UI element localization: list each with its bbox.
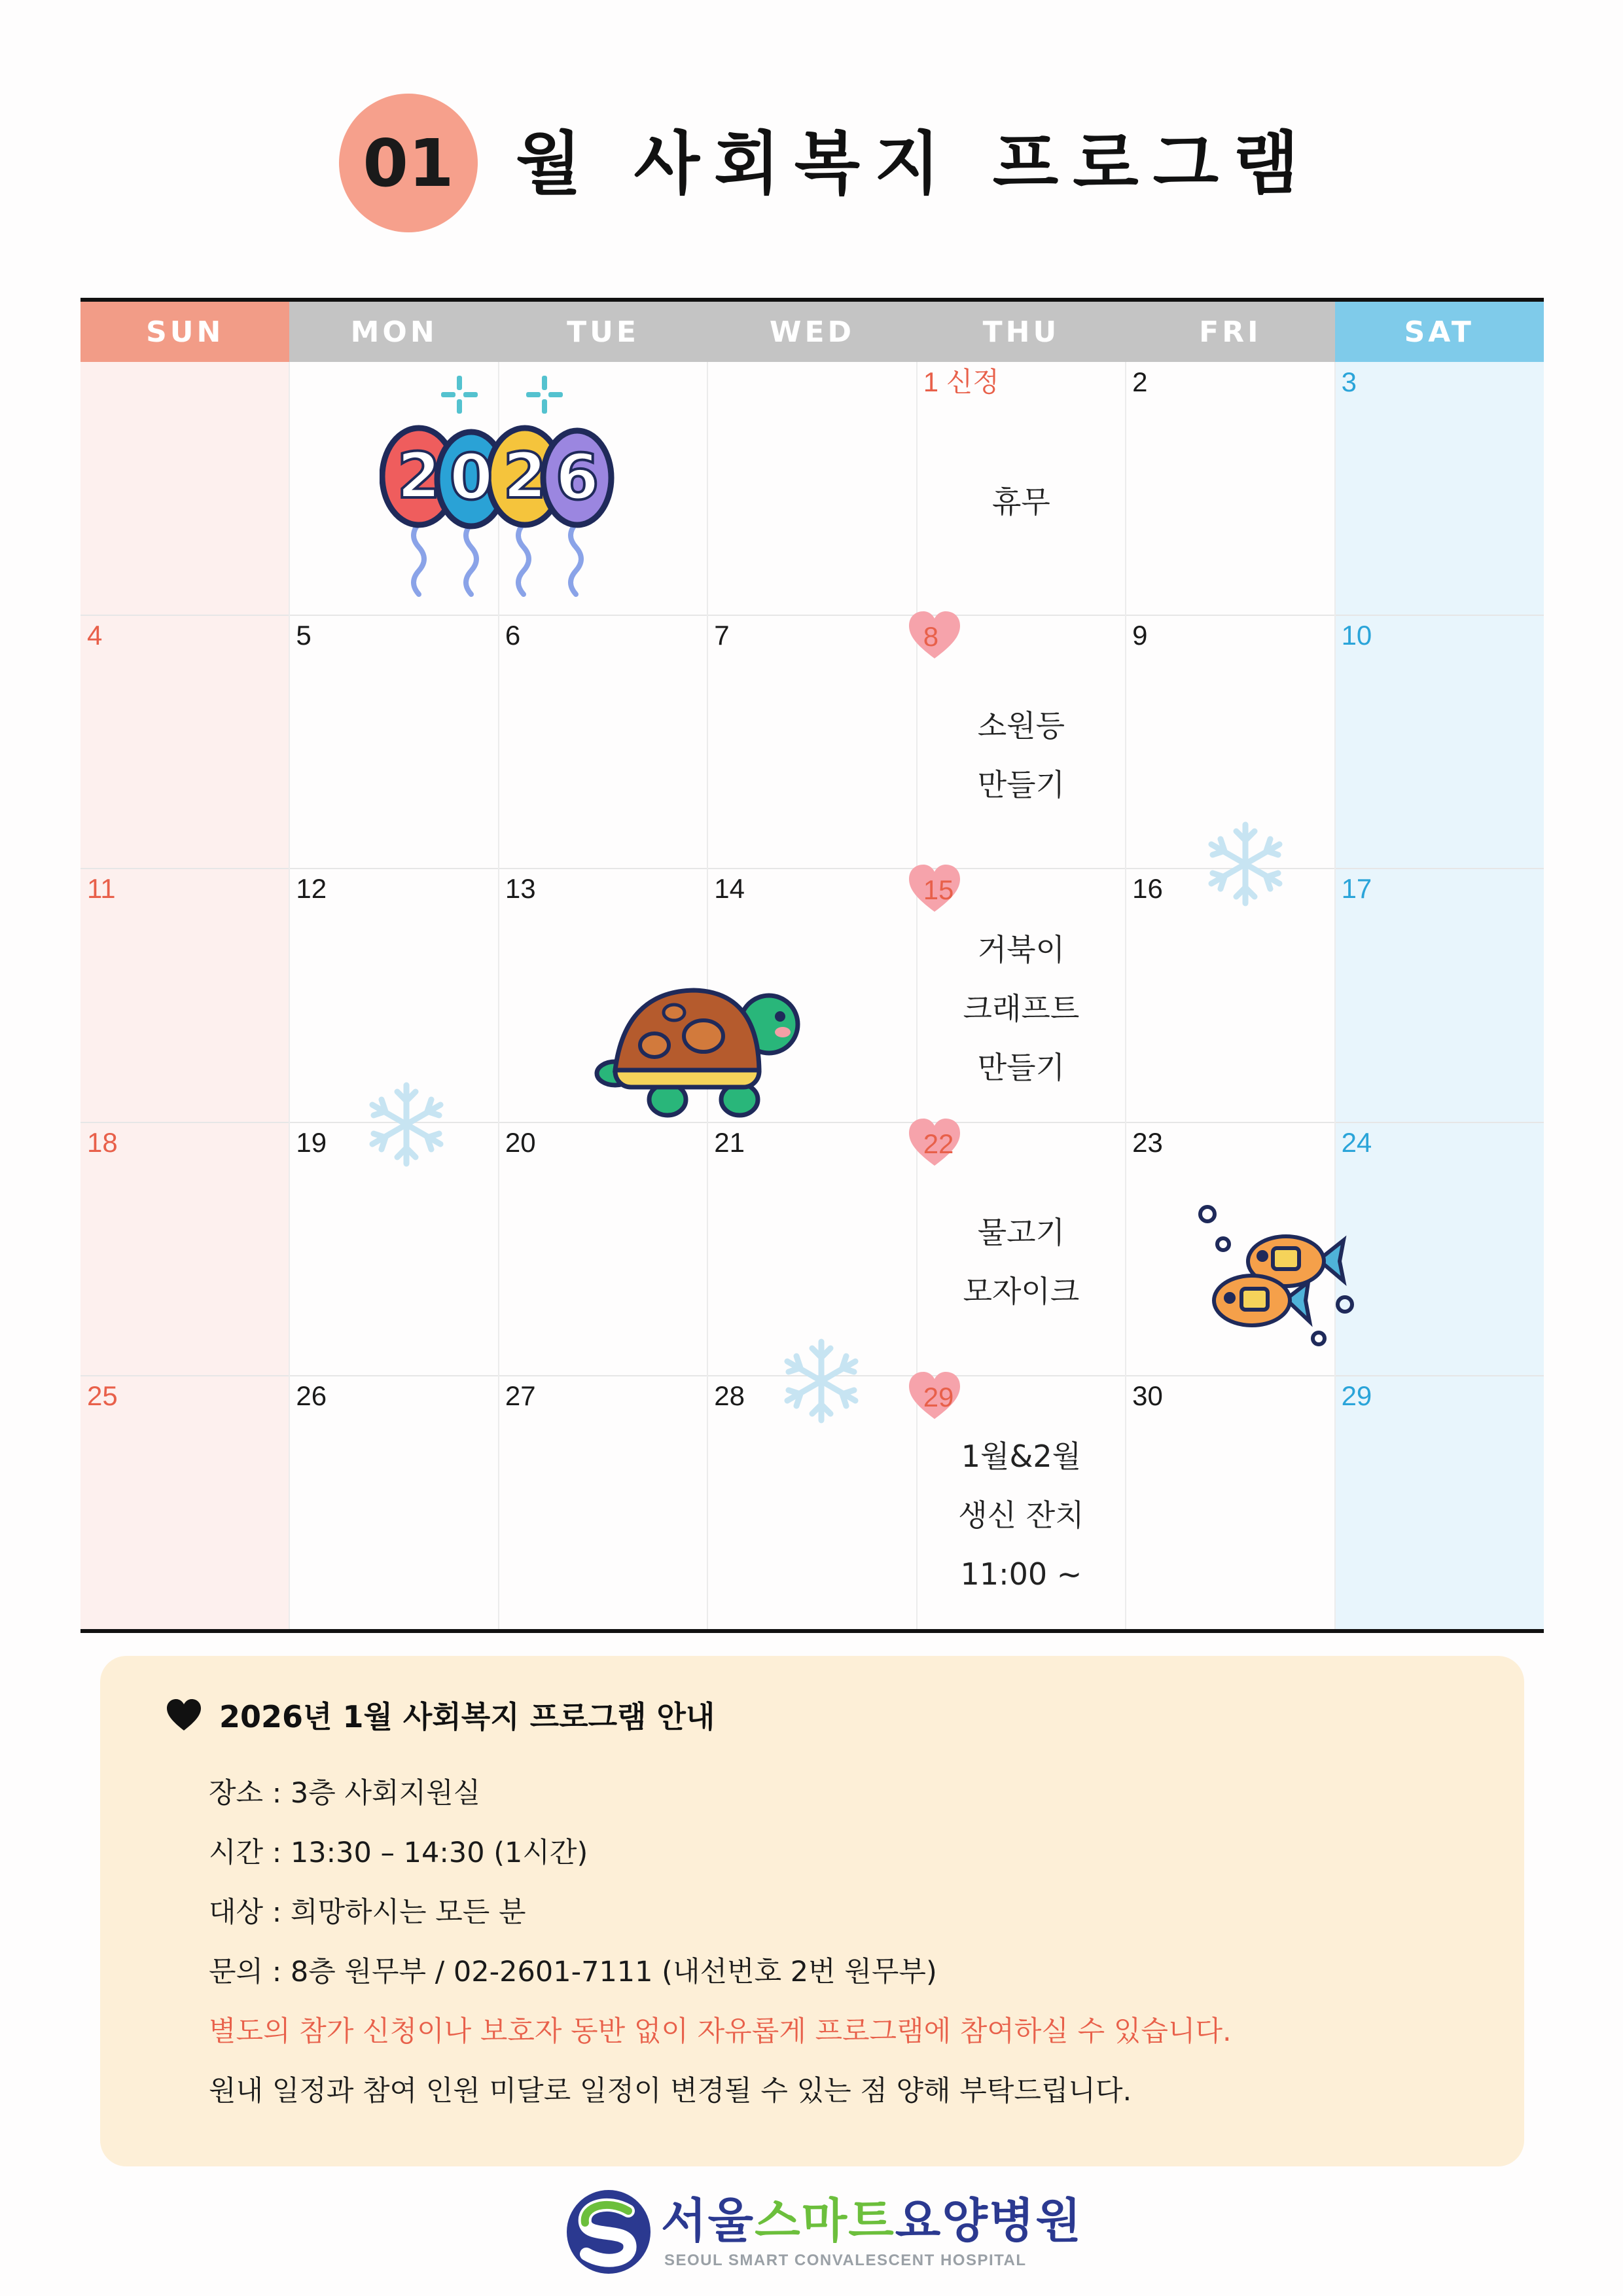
date-number: 4 [87, 620, 103, 651]
calendar-bottom-rule [80, 1629, 1544, 1633]
snowflake-icon [364, 1079, 449, 1170]
weekday-header-row [80, 302, 1544, 362]
date-number: 16 [1132, 873, 1163, 905]
snowflake-icon [779, 1335, 864, 1427]
info-lines [209, 1764, 1232, 2121]
date-number: 21 [714, 1126, 745, 1158]
hospital-subtitle: SEOUL SMART CONVALESCENT HOSPITAL [664, 2251, 1027, 2269]
hospital-name-part1: 서울 [661, 2193, 755, 2248]
date-number: 8 [923, 621, 939, 653]
date-number: 17 [1341, 873, 1372, 905]
date-number: 18 [87, 1126, 118, 1158]
calendar-day-cell-sat [1335, 615, 1544, 867]
date-number: 29 [1341, 1380, 1372, 1411]
calendar-day-cell-mon [289, 615, 498, 867]
program-info-box [100, 1656, 1524, 2166]
highlighted-date [917, 869, 995, 921]
highlighted-date [917, 1376, 995, 1428]
calendar-day-cell-thu [917, 869, 1126, 1120]
date-number: 27 [505, 1380, 536, 1411]
weekday-header-mon: MON [289, 302, 498, 362]
calendar-day-cell-sun [80, 362, 289, 613]
program-event: 거북이 크래프트 만들기 [963, 931, 1080, 1085]
calendar-day-cell-thu [917, 362, 1126, 613]
calendar-day-cell-sun [80, 1376, 289, 1627]
date-number: 26 [296, 1380, 327, 1411]
svg-text:0: 0 [449, 440, 493, 514]
month-badge: 01 [339, 94, 478, 232]
date-number: 28 [714, 1380, 745, 1411]
program-event: 소원등 만들기 [977, 708, 1065, 802]
date-number: 19 [296, 1126, 327, 1158]
date-number: 11 [87, 873, 116, 905]
turtle-icon [589, 978, 812, 1129]
date-number: 13 [505, 873, 536, 905]
calendar-day-cell-thu [917, 615, 1126, 867]
date-number: 9 [1132, 620, 1148, 651]
page-title: 월 사회복지 프로그램 [516, 124, 1313, 204]
weekday-header-fri: FRI [1126, 302, 1334, 362]
info-contact: 문의 : 8층 원무부 / 02-2601-7111 (내선번호 2번 원무부) [209, 1956, 937, 1988]
program-event: 1월&2월 생신 잔치 11:00 ~ [958, 1439, 1084, 1592]
date-number: 5 [296, 620, 312, 651]
svg-text:2: 2 [397, 439, 441, 512]
date-number: 1 신정 [923, 367, 999, 397]
date-number: 15 [923, 874, 954, 906]
calendar-day-cell-sun [80, 1122, 289, 1374]
calendar-day-cell-tue [499, 1122, 707, 1374]
date-number: 6 [505, 620, 521, 651]
calendar-day-cell-mon [289, 1376, 498, 1627]
date-number: 20 [505, 1126, 536, 1158]
svg-text:2: 2 [503, 439, 547, 512]
date-number: 29 [923, 1381, 954, 1412]
weekday-header-sun: SUN [80, 302, 289, 362]
calendar-day-cell-thu [917, 1122, 1126, 1374]
info-location: 장소 : 3층 사회지원실 [209, 1777, 481, 1810]
calendar-day-cell-sat [1335, 1122, 1544, 1374]
hospital-name [661, 2191, 1082, 2250]
calendar-day-cell-sat [1335, 362, 1544, 613]
svg-text:6: 6 [555, 440, 599, 514]
info-notice-highlight: 별도의 참가 신청이나 보호자 동반 없이 자유롭게 프로그램에 참여하실 수 있습니다. [209, 2015, 1232, 2048]
calendar-day-cell-fri [1126, 1376, 1334, 1627]
highlighted-date [917, 1122, 995, 1175]
info-target: 대상 : 희망하시는 모든 분 [209, 1896, 526, 1929]
fish-icon [1194, 1201, 1364, 1358]
date-number: 25 [87, 1380, 118, 1411]
calendar-grid [80, 362, 1544, 1629]
hospital-name-part2: 스마트 [755, 2193, 895, 2248]
date-number: 24 [1341, 1126, 1372, 1158]
calendar-day-cell-wed [707, 362, 916, 613]
calendar-day-cell-sat [1335, 869, 1544, 1120]
calendar-day-cell-wed [707, 615, 916, 867]
date-number: 3 [1341, 367, 1357, 397]
info-title-text: 2026년 1월 사회복지 프로그램 안내 [219, 1699, 715, 1734]
date-number: 12 [296, 873, 327, 905]
hospital-logo [563, 2186, 1082, 2278]
heart-icon [166, 1698, 202, 1732]
weekday-header-wed: WED [707, 302, 916, 362]
date-number: 23 [1132, 1126, 1163, 1158]
calendar-day-cell-sun [80, 869, 289, 1120]
hospital-logo-mark-icon [563, 2186, 654, 2278]
info-heading [166, 1689, 715, 1741]
calendar-day-cell-sat [1335, 1376, 1544, 1627]
snowflake-icon [1203, 818, 1288, 910]
info-time: 시간 : 13:30 – 14:30 (1시간) [209, 1837, 588, 1869]
program-event: 물고기 모자이크 [963, 1215, 1080, 1310]
date-number: 7 [714, 620, 730, 651]
calendar-day-cell-tue [499, 615, 707, 867]
weekday-header-sat: SAT [1335, 302, 1544, 362]
weekday-header-thu: THU [917, 302, 1126, 362]
date-number: 10 [1341, 620, 1372, 651]
highlighted-date [917, 615, 995, 668]
calendar-day-cell-sun [80, 615, 289, 867]
date-number: 2 [1132, 367, 1148, 397]
balloon-2026-icon [380, 367, 622, 602]
hospital-name-part3: 요양병원 [895, 2193, 1082, 2248]
program-event: 휴무 [991, 484, 1050, 520]
date-number: 14 [714, 873, 745, 905]
weekday-header-tue: TUE [499, 302, 707, 362]
calendar-day-cell-tue [499, 1376, 707, 1627]
date-number: 22 [923, 1128, 954, 1159]
info-notice: 원내 일정과 참여 인원 미달로 일정이 변경될 수 있는 점 양해 부탁드립니다. [209, 2075, 1132, 2108]
calendar-day-cell-thu [917, 1376, 1126, 1627]
date-number: 30 [1132, 1380, 1163, 1411]
calendar-day-cell-fri [1126, 362, 1334, 613]
